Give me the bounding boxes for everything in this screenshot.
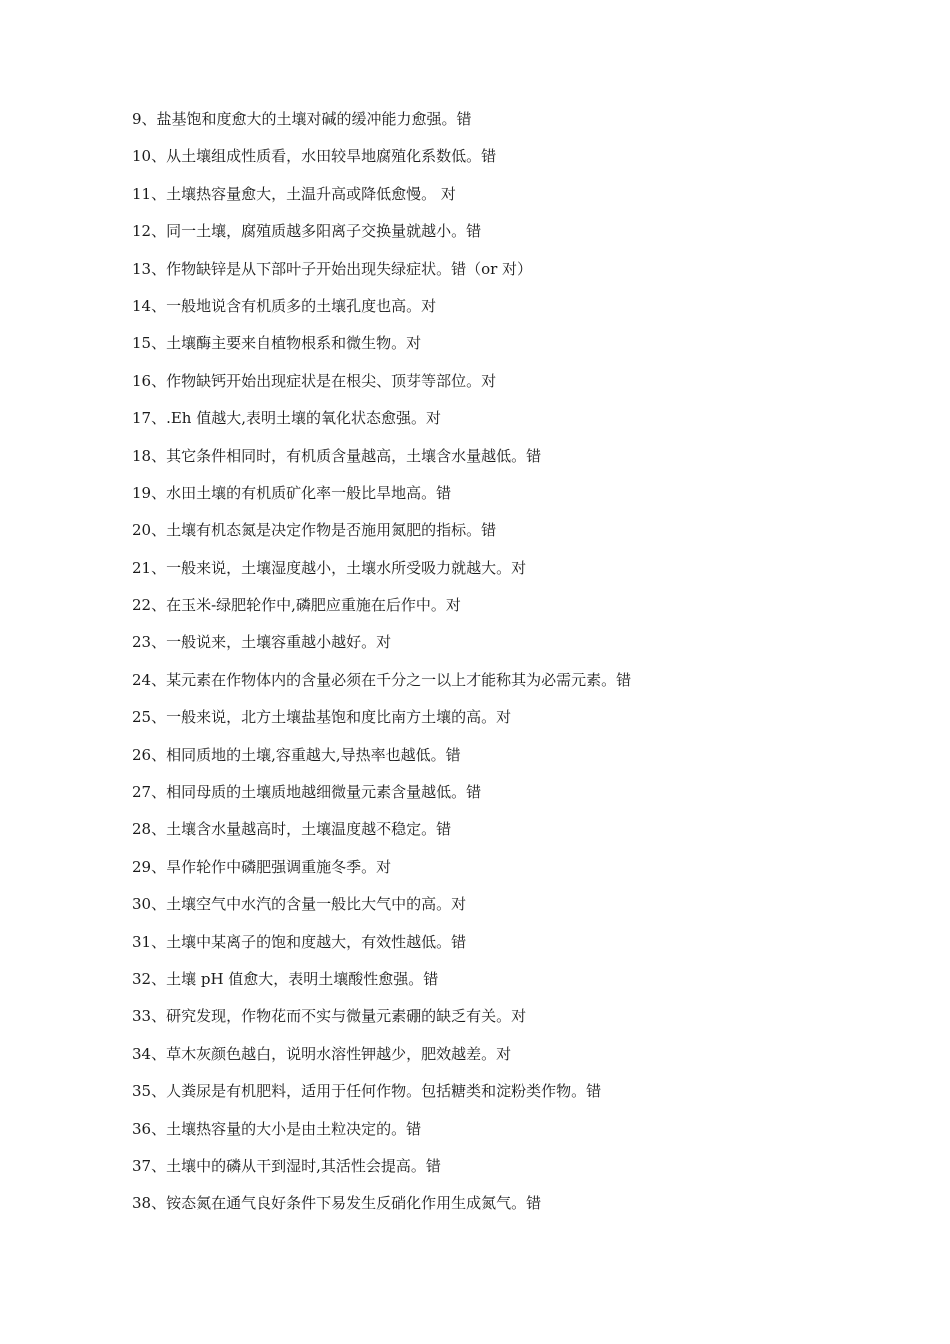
question-item: 32、土壤 pH 值愈大，表明土壤酸性愈强。错 xyxy=(132,969,439,988)
question-item: 30、土壤空气中水汽的含量一般比大气中的高。对 xyxy=(132,895,467,914)
question-item: 15、土壤酶主要来自植物根系和微生物。对 xyxy=(132,334,422,353)
question-item: 11、土壤热容量愈大，土温升高或降低愈慢。 对 xyxy=(132,184,456,203)
question-item: 24、某元素在作物体内的含量必须在千分之一以上才能称其为必需元素。错 xyxy=(132,670,632,689)
question-item: 9、盐基饱和度愈大的土壤对碱的缓冲能力愈强。错 xyxy=(132,110,472,128)
question-item: 17、.Eh 值越大,表明土壤的氧化状态愈强。对 xyxy=(132,409,442,428)
question-item: 29、旱作轮作中磷肥强调重施冬季。对 xyxy=(132,857,392,876)
question-item: 38、铵态氮在通气良好条件下易发生反硝化作用生成氮气。错 xyxy=(132,1194,542,1213)
question-item: 21、一般来说，土壤湿度越小，土壤水所受吸力就越大。对 xyxy=(132,558,527,577)
question-item: 23、一般说来，土壤容重越小越好。对 xyxy=(132,633,392,652)
question-item: 22、在玉米-绿肥轮作中,磷肥应重施在后作中。对 xyxy=(132,596,461,615)
question-item: 19、水田土壤的有机质矿化率一般比旱地高。错 xyxy=(132,483,452,502)
question-list xyxy=(132,103,912,1225)
question-item: 28、土壤含水量越高时，土壤温度越不稳定。错 xyxy=(132,820,452,839)
question-item: 14、一般地说含有机质多的土壤孔度也高。对 xyxy=(132,296,437,315)
question-item: 31、土壤中某离子的饱和度越大，有效性越低。错 xyxy=(132,932,467,951)
question-item: 10、从土壤组成性质看，水田较旱地腐殖化系数低。错 xyxy=(132,147,497,166)
question-item: 27、相同母质的土壤质地越细微量元素含量越低。错 xyxy=(132,783,482,802)
question-item: 25、一般来说，北方土壤盐基饱和度比南方土壤的高。对 xyxy=(132,708,512,727)
question-item: 37、土壤中的磷从干到湿时,其活性会提高。错 xyxy=(132,1156,441,1175)
question-item: 13、作物缺锌是从下部叶子开始出现失绿症状。错（or 对） xyxy=(132,259,533,278)
question-item: 18、其它条件相同时，有机质含量越高，土壤含水量越低。错 xyxy=(132,446,542,465)
question-item: 33、研究发现，作物花而不实与微量元素硼的缺乏有关。对 xyxy=(132,1007,527,1026)
question-item: 20、土壤有机态氮是决定作物是否施用氮肥的指标。错 xyxy=(132,521,497,540)
question-item: 16、作物缺钙开始出现症状是在根尖、顶芽等部位。对 xyxy=(132,371,497,390)
question-item: 26、相同质地的土壤,容重越大,导热率也越低。错 xyxy=(132,745,461,764)
question-item: 35、人粪尿是有机肥料，适用于任何作物。包括糖类和淀粉类作物。错 xyxy=(132,1082,602,1101)
question-item: 12、同一土壤，腐殖质越多阳离子交换量就越小。错 xyxy=(132,222,482,241)
question-item: 34、草木灰颜色越白，说明水溶性钾越少，肥效越差。对 xyxy=(132,1044,512,1063)
question-item: 36、土壤热容量的大小是由土粒决定的。错 xyxy=(132,1119,422,1138)
